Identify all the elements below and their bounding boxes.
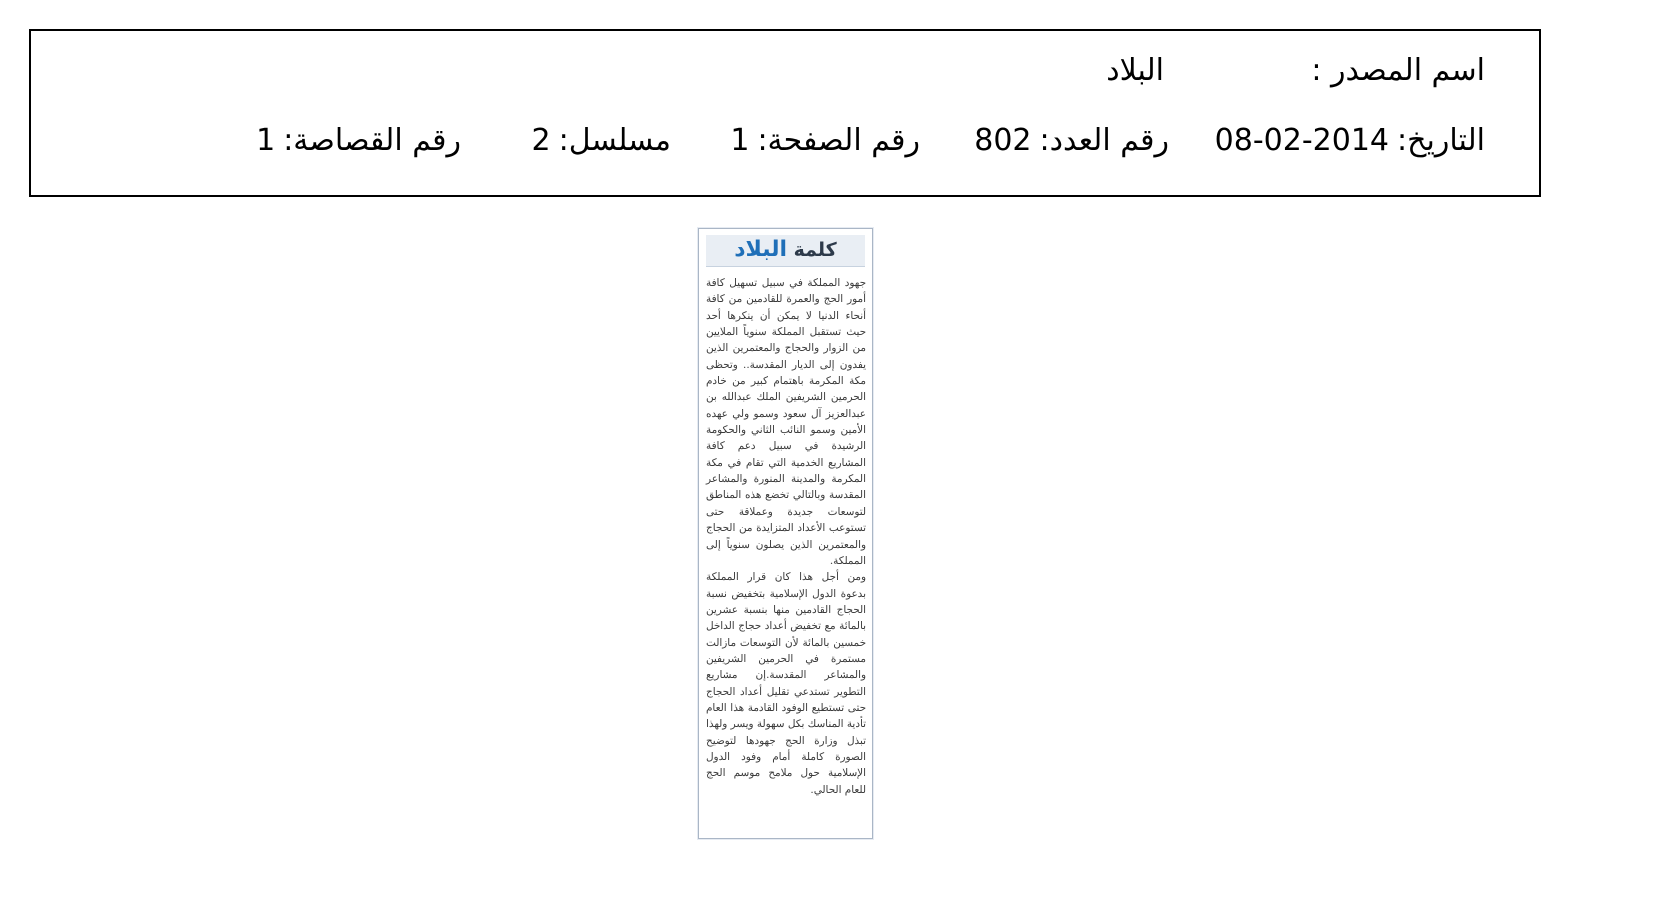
document-metadata-box xyxy=(29,29,1541,197)
clipping-number-label: رقم القصاصة: xyxy=(283,123,461,158)
clipping-number-value: 1 xyxy=(256,123,276,158)
source-value: البلاد xyxy=(1106,53,1164,88)
clipping-article-body xyxy=(706,275,866,798)
clipping-number-field xyxy=(256,123,461,159)
serial-value: 2 xyxy=(531,123,551,158)
page-value: 1 xyxy=(730,123,750,158)
source-value-field xyxy=(1106,53,1164,89)
date-label: التاريخ: xyxy=(1397,123,1485,158)
masthead-brand-logo: البلاد xyxy=(734,237,788,262)
issue-field xyxy=(974,123,1169,159)
article-paragraph-1: جهود المملكة في سبيل تسهيل كافة أمور الحج والعمرة للقادمين من كافة أنحاء الدنيا لا يمكن أن ينكرها أحد حيث تستقبل المملكة سنوياً الملايين من الزوار والحجاج والمعتمرين الذين يفدون إلى الديار المقدسة.. وتحظى مكة المكرمة باهتمام كبير من خادم الحرمين الشريفين الملك عبدالله بن عبدالعزيز آل سعود وسمو ولي عهده الأمين وسمو النائب الثاني والحكومة الرشيدة في سبيل دعم كافة المشاريع الخدمية التي تقام في مكة المكرمة والمدينة المنورة والمشاعر المقدسة وبالتالي تخضع هذه المناطق لتوسعات جديدة وعملاقة حتى تستوعب الأعداد المتزايدة من الحجاج والمعتمرين الذين يصلون سنوياً إلى المملكة. xyxy=(706,277,866,567)
page-label: رقم الصفحة: xyxy=(757,123,920,158)
page-field xyxy=(730,123,920,159)
newspaper-clipping xyxy=(698,228,873,839)
article-paragraph-2: ومن أجل هذا كان قرار المملكة بدعوة الدول الإسلامية بتخفيض نسبة الحجاج القادمين منها بنسبة عشرين بالمائة مع تخفيض أعداد حجاج الداخل خمسين بالمائة لأن التوسعات مازالت مستمرة في الحرمين الشريفين والمشاعر المقدسة.إن مشاريع التطوير تستدعي تقليل أعداد الحجاج حتى تستطيع الوفود القادمة هذا العام تأدية المناسك بكل سهولة ويسر ولهذا تبذل وزارة الحج جهودها لتوضيح الصورة كاملة أمام وفود الدول الإسلامية حول ملامح موسم الحج للعام الحالي. xyxy=(706,571,866,796)
date-field xyxy=(1215,123,1485,159)
date-value: 2014-02-08 xyxy=(1214,123,1390,158)
source-field xyxy=(1311,53,1485,89)
serial-field xyxy=(532,123,671,159)
issue-value: 802 xyxy=(974,123,1032,158)
issue-label: رقم العدد: xyxy=(1039,123,1169,158)
serial-label: مسلسل: xyxy=(558,123,671,158)
masthead-word: كلمة xyxy=(793,239,837,261)
source-label: اسم المصدر : xyxy=(1311,53,1485,88)
clipping-masthead xyxy=(706,235,865,267)
